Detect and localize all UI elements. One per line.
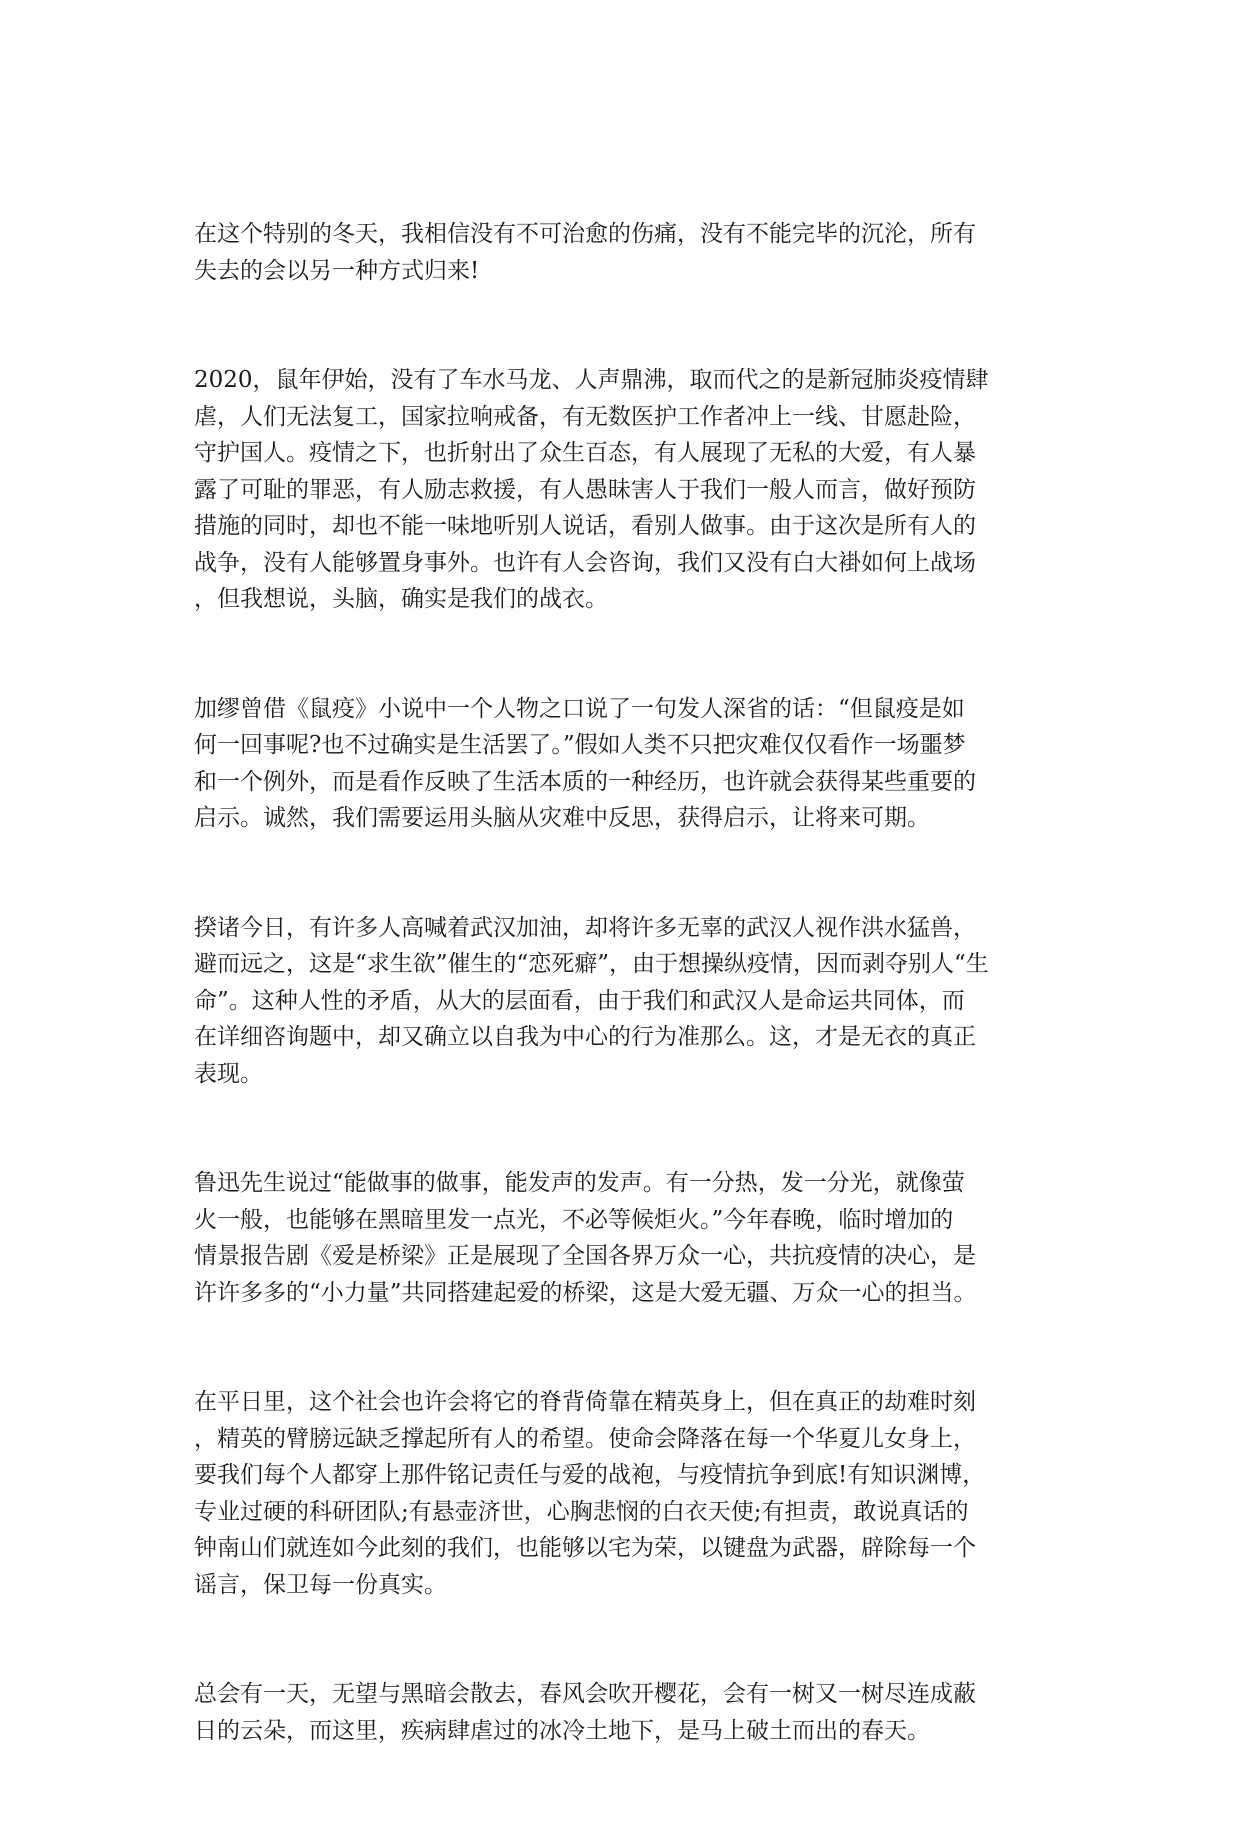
- paragraph-5: 鲁迅先生说过“能做事的做事，能发声的发声。有一分热，发一分光，就像萤 火一般，也能够在黑暗里发一点光，不必等候炬火。”今年春晚，临时增加的 情景报告剧《爱是桥梁》正是展现了全国各界万众一心，共抗疫情的决心，是 许许多多的“小力量”共同搭建起爱的桥梁，这是大爱无疆、万众一心的担当。: [194, 1170, 977, 1306]
- paragraph-1: 在这个特别的冬天，我相信没有不可治愈的伤痛，没有不能完毕的沉沦，所有 失去的会以另一种方式归来!: [194, 221, 976, 284]
- document-body: [194, 216, 1054, 1822]
- paragraph-2: 2020，鼠年伊始，没有了车水马龙、人声鼎沸，取而代之的是新冠肺炎疫情肆 虐，人们无法复工，国家拉响戒备，有无数医护工作者冲上一线、甘愿赴险， 守护国人。疫情之下，也折射出了众生百态，有人展现了无私的大爱，有人暴 露了可耻的罪恶，有人励志救援，有人愚昧害人于我们一般人而言，做好预防 措施的同时，却也不能一味地听别人说话，看别人做事。由于这次是所有人的 战争，没有人能够置身事外。也许有人会咨询，我们又没有白大褂如何上战场 ，但我想说，头脑，确实是我们的战衣。: [194, 367, 989, 612]
- paragraph-3: 加缪曾借《鼠疫》小说中一个人物之口说了一句发人深省的话：“但鼠疫是如 何一回事呢?也不过确实是生活罢了。”假如人类不只把灾难仅仅看作一场噩梦 和一个例外，而是看作反映了生活本质的一种经历，也许就会获得某些重要的 启示。诚然，我们需要运用头脑从灾难中反思，获得启示，让将来可期。: [194, 695, 976, 831]
- paragraph-6: 在平日里，这个社会也许会将它的脊背倚靠在精英身上，但在真正的劫难时刻 ，精英的臂膀远缺乏撑起所有人的希望。使命会降落在每一个华夏儿女身上， 要我们每个人都穿上那件铭记责任与爱的战袍，与疫情抗争到底!有知识渊博， 专业过硬的科研团队;有悬壶济世，心胸悲悯的白衣天使;有担责，敢说真话的 钟南山们就连如今此刻的我们，也能够以宅为荣，以键盘为武器，辟除每一个 谣言，保卫每一份真实。: [194, 1389, 986, 1598]
- paragraph-7: 总会有一天，无望与黑暗会散去，春风会吹开樱花，会有一树又一树尽连成蔽 日的云朵，而这里，疾病肆虐过的冰冷土地下，是马上破土而出的春天。: [194, 1681, 976, 1744]
- paragraph-4: 揆诸今日，有许多人高喊着武汉加油，却将许多无辜的武汉人视作洪水猛兽， 避而远之，这是“求生欲”催生的“恋死癖”，由于想操纵疫情，因而剥夺别人“生 命”。这种人性的矛盾，从大的层面看，由于我们和武汉人是命运共同体，而 在详细咨询题中，却又确立以自我为中心的行为准那么。这，才是无衣的真正 表现。: [194, 914, 989, 1087]
